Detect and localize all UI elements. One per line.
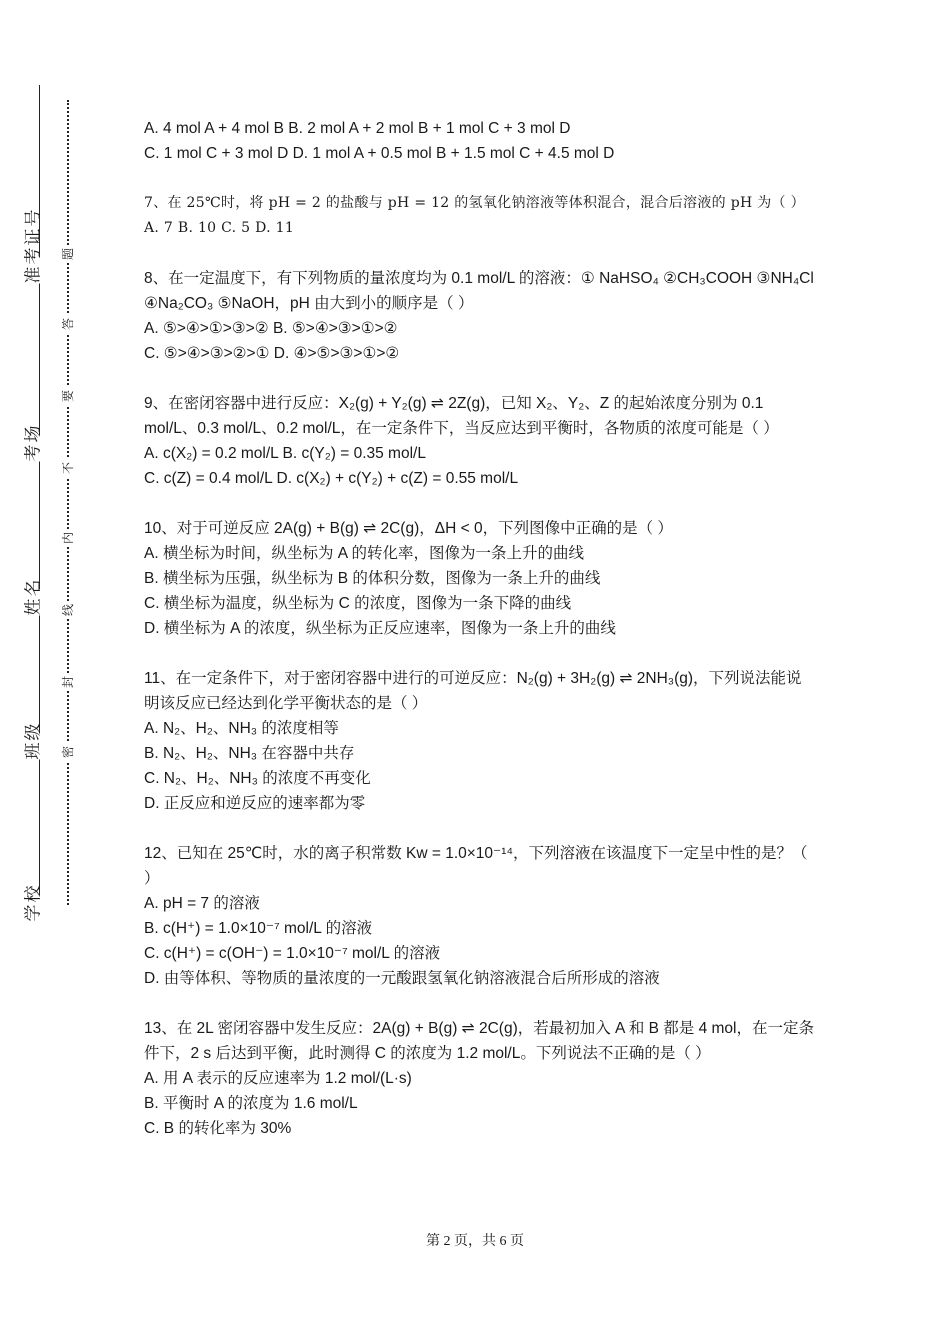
- exam-room-label: 考场: [23, 423, 43, 462]
- question-8: [144, 266, 814, 366]
- question-12: [144, 841, 814, 991]
- option-line: C. ⑤>④>③>②>① D. ④>⑤>③>①>②: [144, 345, 400, 362]
- option-d: D. 横坐标为 A 的浓度，纵坐标为正反应速率，图像为一条上升的曲线: [144, 620, 616, 637]
- option-a: A. 横坐标为时间，纵坐标为 A 的转化率，图像为一条上升的曲线: [144, 545, 585, 562]
- question-stem: 7、在 25℃时，将 pH = 2 的盐酸与 pH = 12 的氢氧化钠溶液等体积混合，混合后溶液的 pH 为（ ）: [144, 195, 805, 211]
- option-c: C. c(H⁺) = c(OH⁻) = 1.0×10⁻⁷ mol/L 的溶液: [144, 945, 441, 962]
- seal-char: 题: [62, 245, 74, 263]
- binding-margin: [0, 0, 110, 1344]
- option-c: C. N₂、H₂、NH₃ 的浓度不再变化: [144, 770, 371, 787]
- question-stem: 12、已知在 25℃时，水的离子积常数 Kw = 1.0×10⁻¹⁴，下列溶液在该温度下一定呈中性的是？（ ）: [144, 845, 808, 887]
- exam-content: [144, 116, 814, 1141]
- question-stem: 8、在一定温度下，有下列物质的量浓度均为 0.1 mol/L 的溶液：① NaHSO₄ ②CH₃COOH ③NH₄Cl ④Na₂CO₃ ⑤NaOH，pH 由大到小的顺序是（ ）: [144, 270, 814, 312]
- option-line: A. 7 B. 10 C. 5 D. 11: [144, 220, 295, 236]
- question-7: [144, 191, 814, 241]
- option-c: C. 横坐标为温度，纵坐标为 C 的浓度，图像为一条下降的曲线: [144, 595, 572, 612]
- option-d: D. 由等体积、等物质的量浓度的一元酸跟氢氧化钠溶液混合后所形成的溶液: [144, 970, 660, 987]
- seal-char: 线: [62, 601, 74, 619]
- question-stem: 13、在 2L 密闭容器中发生反应：2A(g) + B(g) ⇌ 2C(g)，若最初加入 A 和 B 都是 4 mol，在一定条件下，2 s 后达到平衡，此时测得 C 的浓度为 1.2 mol/L。下列说法不正确的是（ ）: [144, 1020, 814, 1062]
- seal-char: 不: [62, 459, 74, 477]
- question-6-options: [144, 116, 814, 166]
- name-label: 姓名: [23, 577, 43, 616]
- class-label: 班级: [23, 721, 43, 760]
- option-a: A. N₂、H₂、NH₃ 的浓度相等: [144, 720, 339, 737]
- page-number: 第 2 页，共 6 页: [426, 1234, 524, 1249]
- option-a: A. pH = 7 的溶液: [144, 895, 260, 912]
- option-line: A. 4 mol A + 4 mol B B. 2 mol A + 2 mol B + 1 mol C + 3 mol D: [144, 120, 571, 137]
- option-b: B. N₂、H₂、NH₃ 在容器中共存: [144, 745, 355, 762]
- question-stem: 9、在密闭容器中进行反应：X₂(g) + Y₂(g) ⇌ 2Z(g)，已知 X₂、Y₂、Z 的起始浓度分别为 0.1 mol/L、0.3 mol/L、0.2 mol/L，在一定条件下，当反应达到平衡时，各物质的浓度可能是（ ）: [144, 395, 779, 437]
- seal-char: 封: [62, 673, 74, 691]
- seal-char: 密: [62, 743, 74, 761]
- option-b: B. c(H⁺) = 1.0×10⁻⁷ mol/L 的溶液: [144, 920, 373, 937]
- option-line: C. c(Z) = 0.4 mol/L D. c(X₂) + c(Y₂) + c(Z) = 0.55 mol/L: [144, 470, 519, 487]
- option-b: B. 横坐标为压强，纵坐标为 B 的体积分数，图像为一条上升的曲线: [144, 570, 601, 587]
- question-stem: 11、在一定条件下，对于密闭容器中进行的可逆反应：N₂(g) + 3H₂(g) ⇌ 2NH₃(g)，下列说法能说明该反应已经达到化学平衡状态的是（ ）: [144, 670, 802, 712]
- question-11: [144, 666, 814, 816]
- school-label: 学校: [23, 883, 43, 922]
- option-c: C. B 的转化率为 30%: [144, 1120, 292, 1137]
- seal-char: 要: [62, 387, 74, 405]
- seal-dotted-line: [67, 100, 69, 905]
- option-b: B. 平衡时 A 的浓度为 1.6 mol/L: [144, 1095, 358, 1112]
- option-a: A. 用 A 表示的反应速率为 1.2 mol/(L·s): [144, 1070, 412, 1087]
- seal-char: 答: [62, 315, 74, 333]
- question-13: [144, 1016, 814, 1141]
- option-line: A. ⑤>④>①>③>② B. ⑤>④>③>①>②: [144, 320, 398, 337]
- question-10: [144, 516, 814, 641]
- seal-char: 内: [62, 529, 74, 547]
- question-9: [144, 391, 814, 491]
- exam-number-label: 准考证号: [23, 207, 43, 284]
- option-line: A. c(X₂) = 0.2 mol/L B. c(Y₂) = 0.35 mol/L: [144, 445, 426, 462]
- question-stem: 10、对于可逆反应 2A(g) + B(g) ⇌ 2C(g)，ΔH < 0，下列图像中正确的是（ ）: [144, 520, 673, 537]
- option-line: C. 1 mol C + 3 mol D D. 1 mol A + 0.5 mol B + 1.5 mol C + 4.5 mol D: [144, 145, 615, 162]
- option-d: D. 正反应和逆反应的速率都为零: [144, 795, 366, 812]
